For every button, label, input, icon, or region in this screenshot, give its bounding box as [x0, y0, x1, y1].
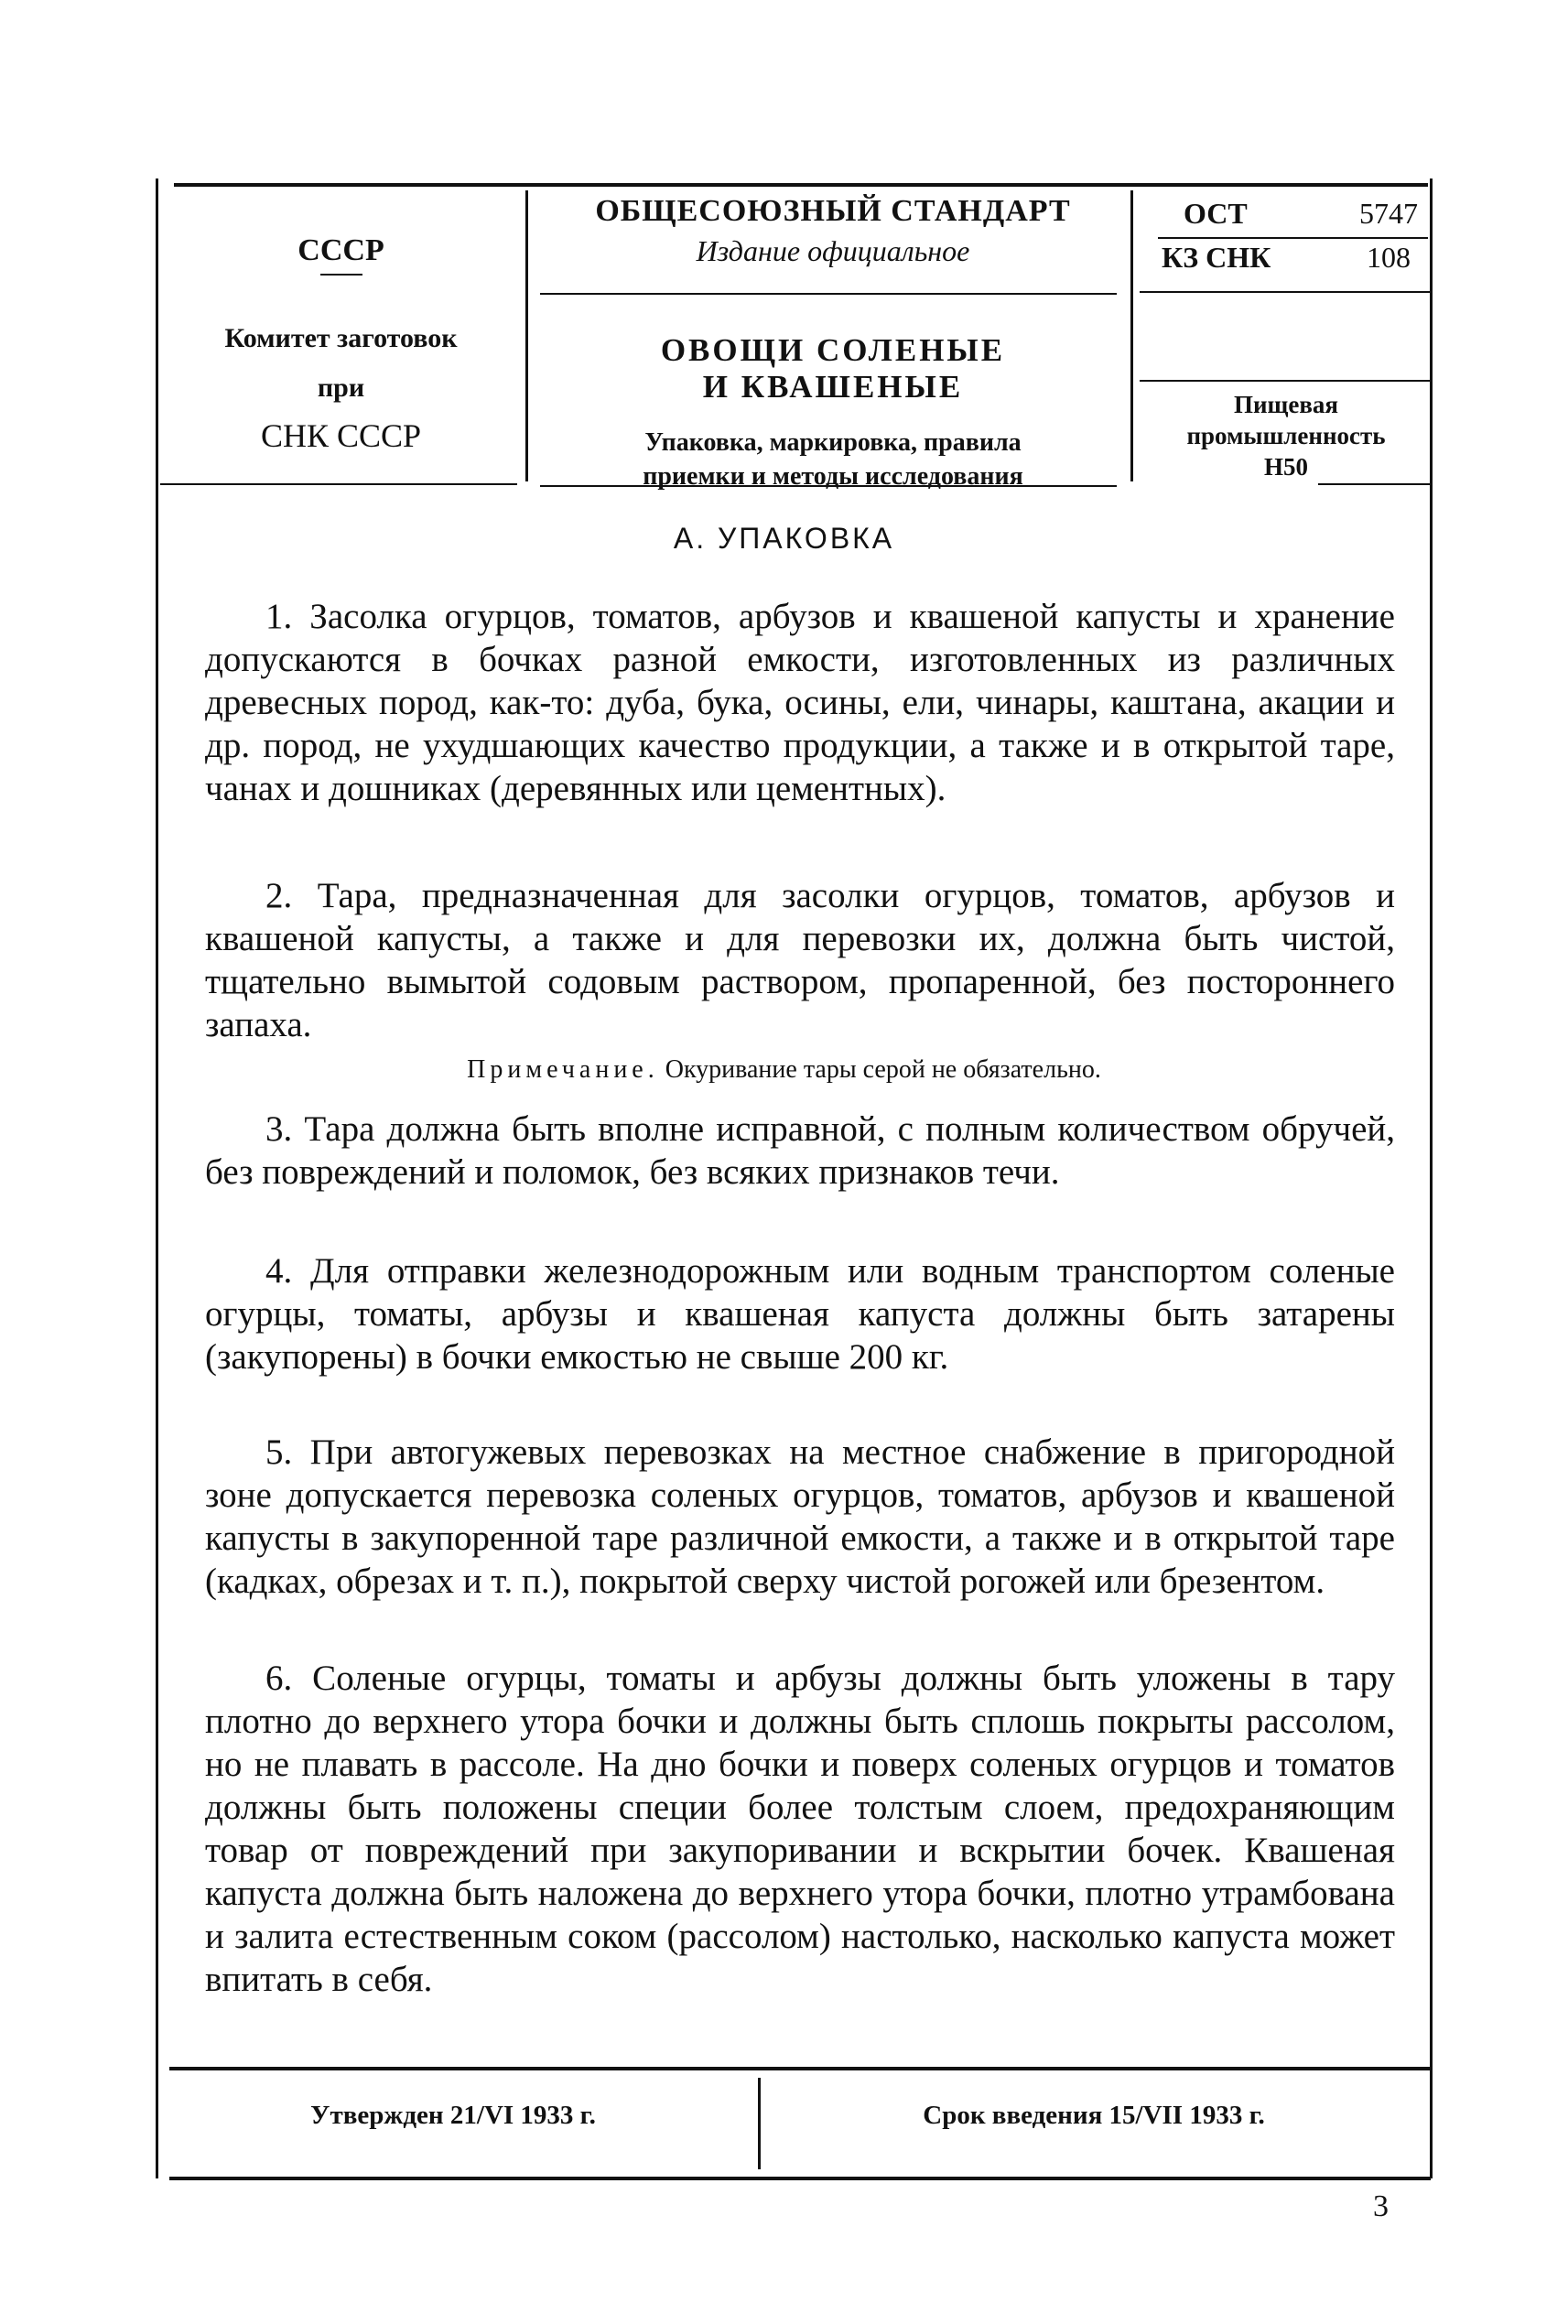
kz-label: КЗ СНК	[1162, 241, 1271, 274]
country-underline	[320, 274, 362, 276]
effective-date: Срок введения 15/VII 1933 г.	[923, 2101, 1265, 2130]
country-label: СССР	[297, 233, 384, 267]
committee-line-3: СНК СССР	[260, 417, 422, 454]
paragraph-1: 1. Засолка огурцов, томатов, арбузов и квашеной капусты и хранение допускаются в бочках разной емкости, изготовленных из различных древесных пород, как-то: дуба, бука, осины, ели, чинары, каштана, акации и др. пород, не ухудшающих качество продукции, а также и в открытой таре, чанах и дошниках (деревянных или цементных).	[205, 597, 1395, 808]
committee-line-2: при	[317, 373, 365, 403]
paragraph-2: 2. Тара, предназначенная для засолки огурцов, томатов, арбузов и квашеной капусты, а также и для перевозки их, должна быть чистой, тщательно вымытой содовым раствором, пропаренной, без постороннего запаха.	[205, 876, 1395, 1044]
title-line-1: ОВОЩИ СОЛЕНЫЕ	[660, 332, 1006, 368]
section-title: А. УПАКОВКА	[673, 522, 895, 555]
header-divider-2	[1130, 190, 1133, 481]
footer-bottom-rule	[169, 2177, 1431, 2180]
document-subtitle	[535, 426, 1130, 493]
subtitle-line-2: приемки и методы исследования	[643, 462, 1023, 491]
subtitle-line-1: Упаковка, маркировка, правила	[644, 428, 1022, 457]
header-bottom-rule-left	[160, 483, 517, 485]
note-label: Примечание.	[467, 1055, 659, 1084]
header-right	[1140, 197, 1433, 490]
title-line-2: И КВАШЕНЫЕ	[702, 369, 964, 405]
committee-line-1: Комитет заготовок	[224, 323, 458, 353]
footer-divider	[758, 2078, 761, 2169]
standard-label: ОБЩЕСОЮЗНЫЙ СТАНДАРТ	[595, 194, 1071, 228]
ost-label: ОСТ	[1184, 197, 1248, 230]
note	[0, 1055, 1568, 1085]
document-title	[535, 332, 1130, 405]
header-divider-1	[525, 190, 528, 481]
header-middle	[535, 194, 1130, 493]
page-number: 3	[1373, 2189, 1389, 2223]
ost-number: 5747	[1359, 197, 1418, 230]
code-divider-line	[1158, 237, 1428, 239]
header-left	[165, 224, 517, 455]
note-text: Окуривание тары серой не обязательно.	[665, 1055, 1101, 1084]
header-top-rule	[174, 183, 1428, 187]
branch-code: Н50	[1263, 453, 1308, 481]
kz-number: 108	[1367, 241, 1411, 274]
footer-top-rule	[169, 2067, 1431, 2070]
edition-label: Издание официальное	[696, 234, 970, 267]
frame-left-line	[156, 178, 158, 2178]
approval-date: Утвержден 21/VI 1933 г.	[310, 2101, 596, 2130]
paragraph-5: 5. При автогужевых перевозках на местное снабжение в пригородной зоне допускается перевозка соленых огурцов, томатов, арбузов и квашеной капусты в закупоренной таре различной емкости, а также и в открытой таре (кадках, обрезах и т. п.), покрытой сверху чистой рогожей или брезентом.	[205, 1432, 1395, 1601]
committee-name	[165, 314, 517, 413]
branch-classification	[1140, 389, 1433, 482]
branch-line-2: промышленность	[1186, 422, 1386, 449]
paragraph-3: 3. Тара должна быть вполне исправной, с полным количеством обручей, без повреждений и поломок, без всяких признаков течи.	[205, 1109, 1395, 1192]
paragraph-4: 4. Для отправки железнодорожным или водным транспортом соленые огурцы, томаты, арбузы и квашеная капуста должны быть затарены (закупорены) в бочки емкостью не свыше 200 кг.	[205, 1251, 1395, 1377]
branch-line-1: Пищевая	[1233, 391, 1339, 418]
paragraph-6: 6. Соленые огурцы, томаты и арбузы должны быть уложены в тару плотно до верхнего утора бочки и должны быть сплошь покрыты рассолом, но не плавать в рассоле. На дно бочки и поверх соленых огурцов и томатов должны быть положены специи более толстым слоем, предохраняющим товар от повреждений при закупоривании и вскрытии бочек. Квашеная капуста должна быть наложена до верхнего утора бочки, плотно утрамбована и залита естественным соком (рассолом) настолько, насколько капуста может впитать в себя.	[205, 1659, 1395, 1999]
